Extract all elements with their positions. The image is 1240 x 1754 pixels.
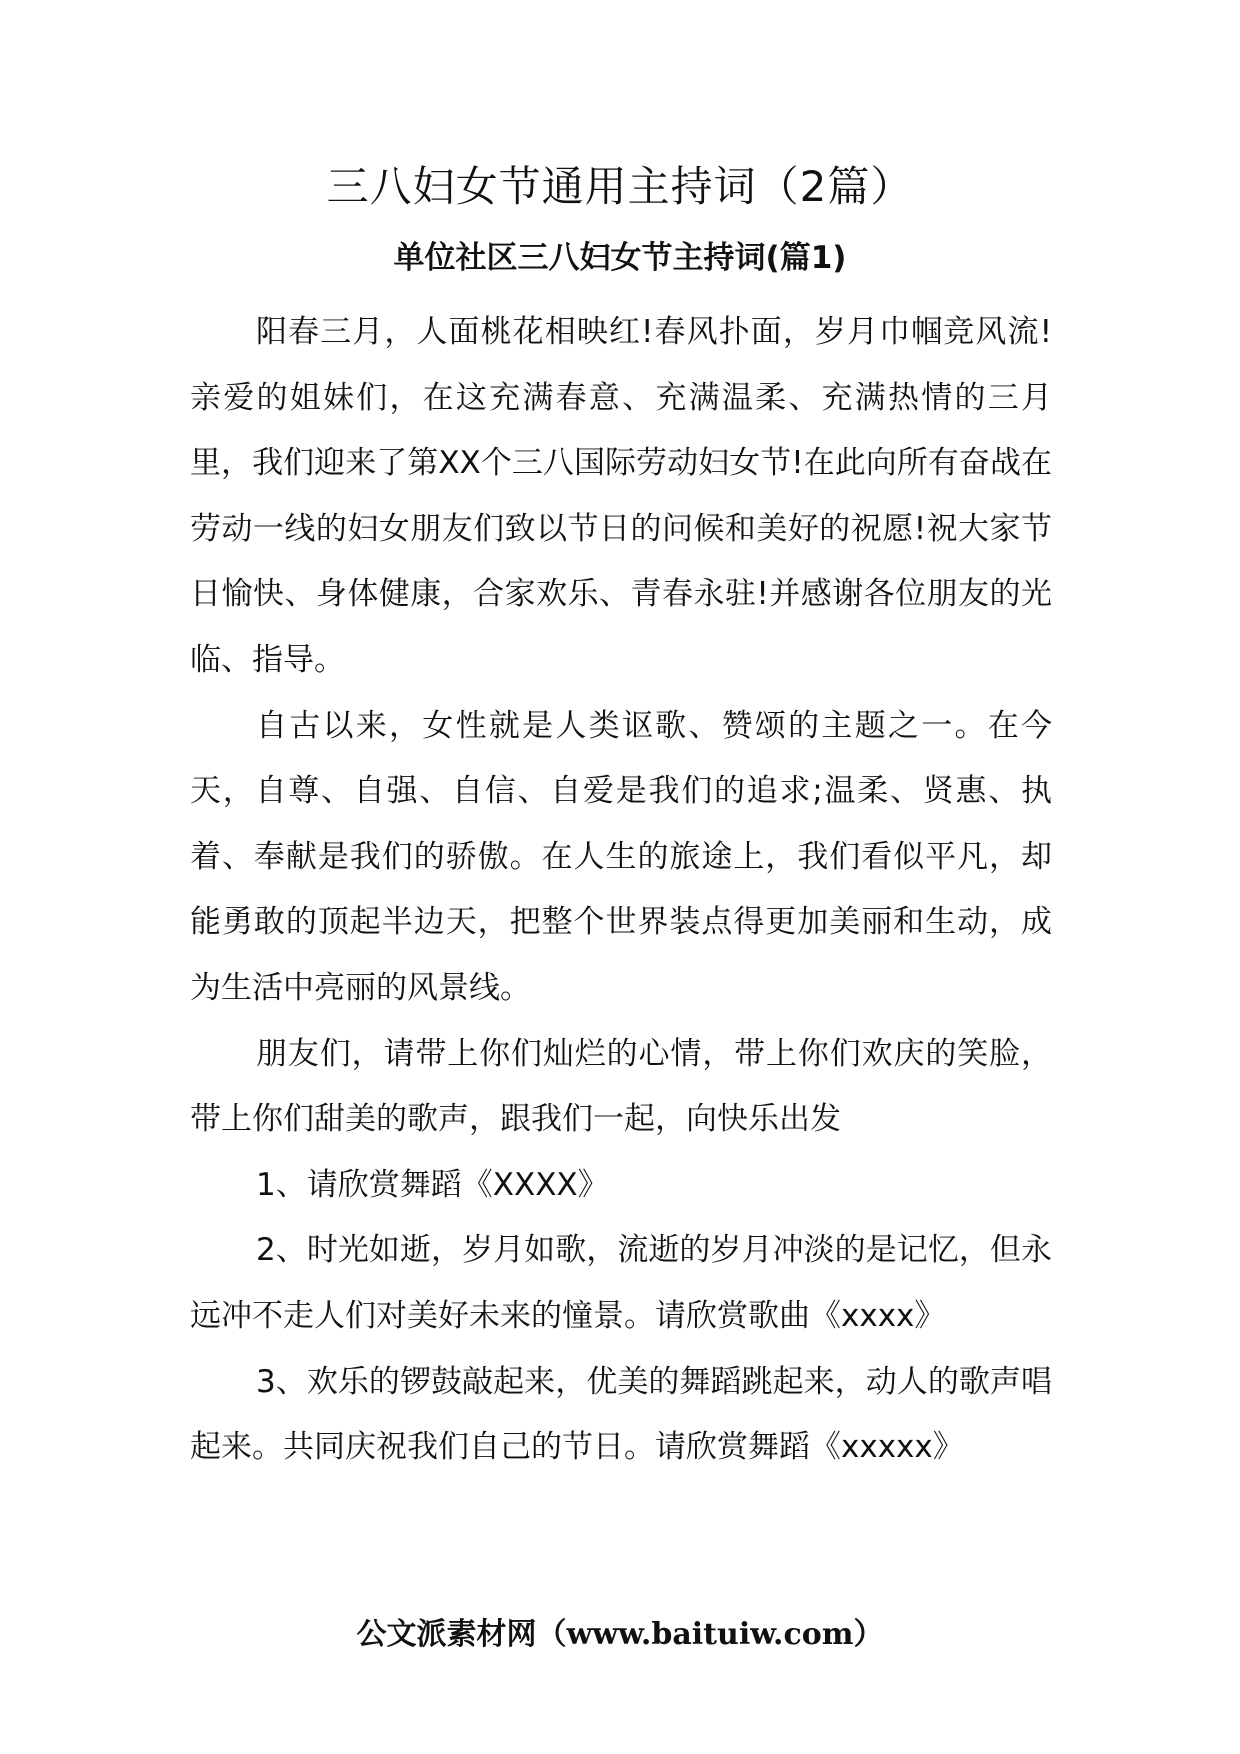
program-item-2: 2、时光如逝，岁月如歌，流逝的岁月冲淡的是记忆，但永远冲不走人们对美好未来的憧景。请欣赏歌曲《xxxx》: [190, 1232, 1052, 1334]
program-item-1: 1、请欣赏舞蹈《XXXX》: [256, 1166, 609, 1203]
paragraph-opening: 阳春三月，人面桃花相映红!春风扑面，岁月巾帼竞风流!亲爱的姐妹们，在这充满春意、充满温柔、充满热情的三月里，我们迎来了第XX个三八国际劳动妇女节!在此向所有奋战在劳动一线的妇女朋友们致以节日的问候和美好的祝愿!祝大家节日愉快、身体健康，合家欢乐、青春永驻!并感谢各位朋友的光临、指导。: [190, 314, 1052, 678]
paragraph-women-theme: 自古以来，女性就是人类讴歌、赞颂的主题之一。在今天，自尊、自强、自信、自爱是我们的追求;温柔、贤惠、执着、奉献是我们的骄傲。在人生的旅途上，我们看似平凡，却能勇敢的顶起半边天，把整个世界装点得更加美丽和生动，成为生活中亮丽的风景线。: [190, 707, 1052, 1006]
page-footer: 公文派素材网（www.baituiw.com）: [356, 1617, 884, 1652]
document-subtitle: 单位社区三八妇女节主持词(篇1): [393, 240, 847, 276]
program-item-3: 3、欢乐的锣鼓敲起来，优美的舞蹈跳起来，动人的歌声唱起来。共同庆祝我们自己的节日。请欣赏舞蹈《xxxxx》: [190, 1363, 1052, 1466]
document-title: 三八妇女节通用主持词（2篇）: [326, 162, 914, 211]
paragraph-invitation: 朋友们，请带上你们灿烂的心情，带上你们欢庆的笑脸，带上你们甜美的歌声，跟我们一起，向快乐出发: [190, 1035, 1052, 1138]
document-body: [190, 300, 1052, 1481]
